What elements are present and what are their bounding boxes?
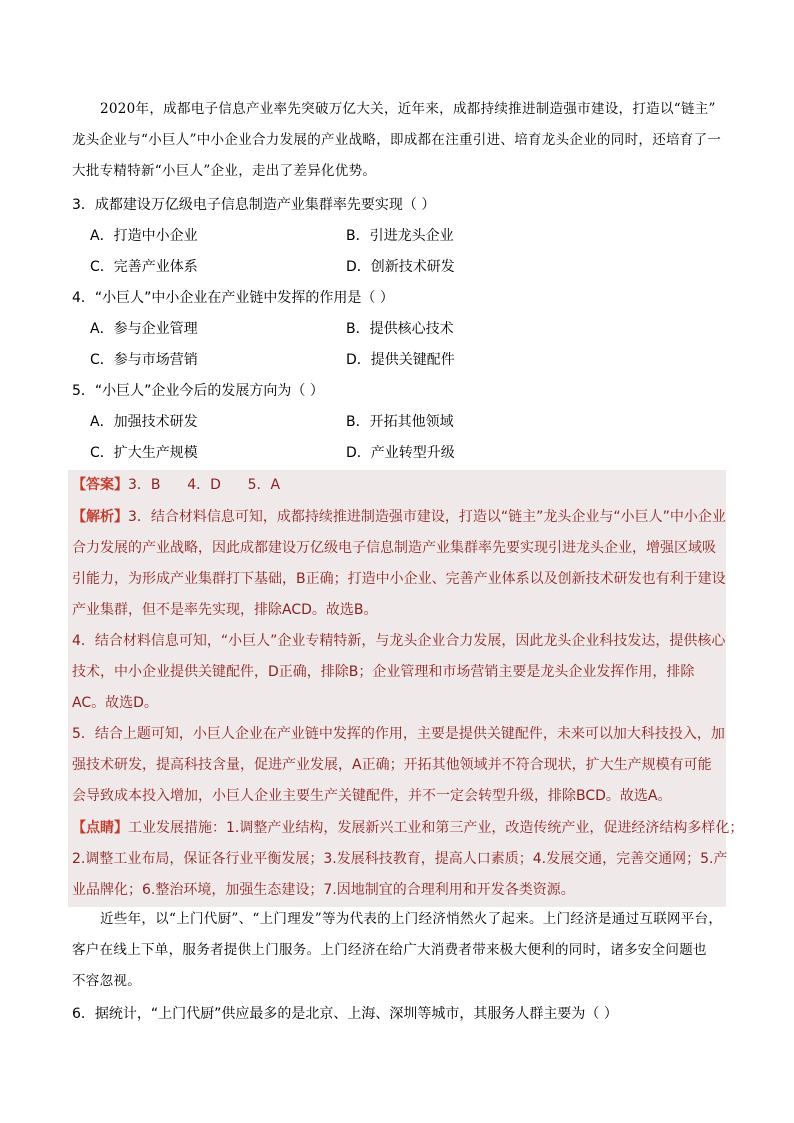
- question-3-option-c: C．完善产业体系: [90, 259, 198, 275]
- question-6-stem: 6．据统计，“上门代厨”供应最多的是北京、上海、深圳等城市，其服务人群主要为（ ）: [72, 1006, 618, 1022]
- material-passage-1: [72, 94, 724, 187]
- answer-text: 3．B 4．D 5．A: [128, 477, 281, 493]
- analysis-line: 引能力，为形成产业集群打下基础，B正确；打造中小企业、完善产业体系以及创新技术研发也有利于建设: [72, 571, 726, 587]
- answer-line: [72, 475, 724, 495]
- material-line: 大批专精特新“小巨人”企业，走出了差异化优势。: [72, 163, 377, 179]
- question-5-option-d: D．产业转型升级: [346, 445, 455, 461]
- analysis-line: [72, 507, 724, 527]
- analysis-line: 4．结合材料信息可知，“小巨人”企业专精特新，与龙头企业合力发展，因此龙头企业科技发达，提供核心: [72, 633, 726, 649]
- material-line: 2020年，成都电子信息产业率先突破万亿大关，近年来，成都持续推进制造强市建设，打造以“链主”: [100, 101, 716, 117]
- question-4-option-d: D．提供关键配件: [346, 352, 455, 368]
- analysis-text: 3．结合材料信息可知，成都持续推进制造强市建设，打造以“链主”龙头企业与“小巨人”中小企业: [128, 509, 726, 525]
- tips-text: 工业发展措施：1.调整产业结构，发展新兴工业和第三产业，改造传统产业，促进经济结构多样化；: [128, 820, 744, 836]
- analysis-line: AC。故选D。: [72, 695, 158, 711]
- material-line: 客户在线上下单，服务者提供上门服务。上门经济在给广大消费者带来极大便利的同时，诸多安全问题也: [72, 942, 707, 958]
- analysis-line: 会导致成本投入增加，小巨人企业主要生产关键配件，并不一定会转型升级，排除BCD。故选A。: [72, 788, 672, 804]
- question-5-option-a: A．加强技术研发: [90, 414, 198, 430]
- material-line: 近些年，以“上门代厨”、“上门理发”等为代表的上门经济悄然火了起来。上门经济是通过互联网平台，: [100, 911, 723, 927]
- question-4-option-a: A．参与企业管理: [90, 321, 198, 337]
- question-4-option-b: B．提供核心技术: [346, 321, 454, 337]
- answer-analysis-box: [68, 470, 726, 907]
- material-passage-2: [72, 904, 724, 997]
- question-5-option-b: B．开拓其他领域: [346, 414, 454, 430]
- question-3-stem: 3．成都建设万亿级电子信息制造产业集群率先要实现（ ）: [72, 197, 436, 213]
- analysis-tag: 【解析】: [72, 509, 128, 525]
- material-line: 不容忽视。: [72, 973, 141, 989]
- question-4-stem: 4．“小巨人”中小企业在产业链中发挥的作用是（ ）: [72, 290, 394, 306]
- answer-tag: 【答案】: [72, 477, 128, 493]
- analysis-line: 强技术研发，提高科技含量，促进产业发展，A正确；开拓其他领域并不符合现状，扩大生产规模有可能: [72, 757, 712, 773]
- question-3-option-d: D．创新技术研发: [346, 259, 455, 275]
- analysis-line: 5．结合上题可知，小巨人企业在产业链中发挥的作用，主要是提供关键配件，未来可以加大科技投入，加: [72, 726, 725, 742]
- analysis-line: 技术，中小企业提供关键配件，D正确，排除B；企业管理和市场营销主要是龙头企业发挥作用，排除: [72, 664, 695, 680]
- question-4-option-c: C．参与市场营销: [90, 352, 198, 368]
- question-3-option-b: B．引进龙头企业: [346, 228, 454, 244]
- analysis-line: 合力发展的产业战略，因此成都建设万亿级电子信息制造产业集群率先要实现引进龙头企业，增强区域吸: [72, 540, 716, 556]
- material-line: 龙头企业与“小巨人”中小企业合力发展的产业战略，即成都在注重引进、培育龙头企业的同时，还培育了一: [72, 132, 722, 148]
- tips-tag: 【点睛】: [72, 820, 128, 836]
- tips-line: 业品牌化；6.整治环境，加强生态建设；7.因地制宜的合理利用和开发各类资源。: [72, 882, 575, 898]
- tips-line: 2.调整工业布局，保证各行业平衡发展；3.发展科技教育，提高人口素质；4.发展交通，完善交通网；5.产: [72, 851, 728, 867]
- question-5-option-c: C．扩大生产规模: [90, 445, 198, 461]
- question-5-stem: 5．“小巨人”企业今后的发展方向为（ ）: [72, 383, 324, 399]
- question-3-option-a: A．打造中小企业: [90, 228, 198, 244]
- analysis-line: 产业集群，但不是率先实现，排除ACD。故选B。: [72, 602, 378, 618]
- tips-line: [72, 818, 744, 838]
